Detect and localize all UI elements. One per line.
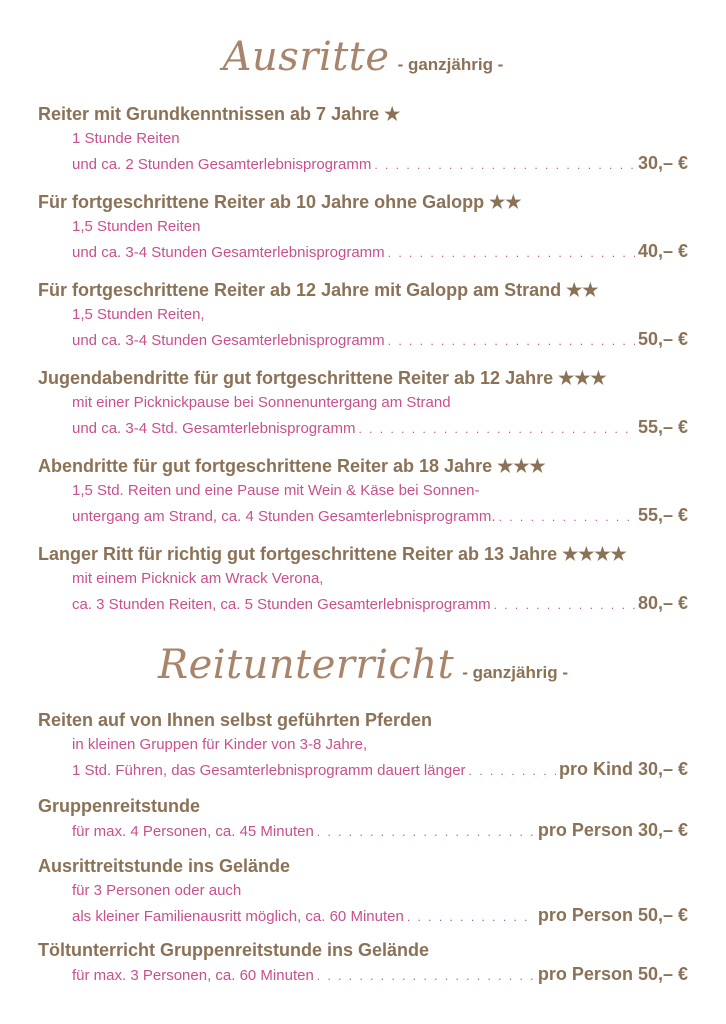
ausritt-item-4 bbox=[38, 366, 688, 442]
ausritt-item-2 bbox=[38, 190, 688, 266]
dot-leader bbox=[374, 153, 635, 178]
item-price-line bbox=[72, 415, 688, 442]
item-description: für max. 3 Personen, ca. 60 Minuten bbox=[72, 967, 314, 984]
item-price-line bbox=[72, 503, 688, 530]
dot-leader bbox=[388, 329, 635, 354]
item-price: 80,– € bbox=[637, 593, 688, 613]
item-description: für 3 Personen oder auch bbox=[72, 882, 242, 899]
dot-leader bbox=[494, 593, 635, 618]
item-price: 30,– € bbox=[637, 153, 688, 173]
item-title: Für fortgeschrittene Reiter ab 12 Jahre mit Galopp am Strand ★★ bbox=[38, 280, 599, 300]
dot-leader bbox=[317, 820, 535, 845]
item-description: mit einer Picknickpause bei Sonnenuntergang am Strand bbox=[72, 394, 451, 411]
item-description: und ca. 3-4 Std. Gesamterlebnisprogramm bbox=[72, 420, 356, 437]
item-title: Für fortgeschrittene Reiter ab 10 Jahre ohne Galopp ★★ bbox=[38, 192, 522, 212]
item-description: 1 Std. Führen, das Gesamterlebnisprogramm dauert länger bbox=[72, 762, 466, 779]
item-description: für max. 4 Personen, ca. 45 Minuten bbox=[72, 823, 314, 840]
item-description: 1,5 Stunden Reiten bbox=[72, 218, 201, 235]
ausritte-heading: Ausritte bbox=[222, 34, 390, 80]
unterricht-item-3 bbox=[38, 854, 688, 930]
item-description: und ca. 3-4 Stunden Gesamterlebnisprogramm bbox=[72, 332, 385, 349]
item-price-line bbox=[72, 757, 688, 784]
ausritt-item-3 bbox=[38, 278, 688, 354]
item-price-line bbox=[72, 591, 688, 618]
item-title: Ausrittreitstunde ins Gelände bbox=[38, 856, 291, 876]
item-title: Jugendabendritte für gut fortgeschrittene Reiter ab 12 Jahre ★★★ bbox=[38, 368, 607, 388]
item-price: pro Person 50,– € bbox=[537, 964, 688, 984]
item-title: Gruppenreitstunde bbox=[38, 796, 201, 816]
dot-leader bbox=[469, 759, 556, 784]
item-description: 1,5 Stunden Reiten, bbox=[72, 306, 205, 323]
dot-leader bbox=[499, 505, 635, 530]
ausritt-item-5 bbox=[38, 454, 688, 530]
item-description: 1,5 Std. Reiten und eine Pause mit Wein & Käse bei Sonnen- bbox=[72, 482, 480, 499]
item-description: und ca. 2 Stunden Gesamterlebnisprogramm bbox=[72, 156, 372, 173]
item-title: Langer Ritt für richtig gut fortgeschrittene Reiter ab 13 Jahre ★★★★ bbox=[38, 544, 627, 564]
item-price-line bbox=[72, 818, 688, 845]
item-price-line bbox=[72, 327, 688, 354]
unterricht-item-4 bbox=[38, 938, 688, 989]
unterricht-item-1 bbox=[38, 708, 688, 784]
dot-leader bbox=[407, 905, 535, 930]
item-price: pro Kind 30,– € bbox=[558, 759, 688, 779]
item-description: als kleiner Familienausritt möglich, ca. 60 Minuten bbox=[72, 908, 404, 925]
item-price: pro Person 50,– € bbox=[537, 905, 688, 925]
item-price: 55,– € bbox=[637, 417, 688, 437]
item-description: und ca. 3-4 Stunden Gesamterlebnisprogramm bbox=[72, 244, 385, 261]
item-title: Abendritte für gut fortgeschrittene Reiter ab 18 Jahre ★★★ bbox=[38, 456, 546, 476]
dot-leader bbox=[317, 964, 535, 989]
item-price-line bbox=[72, 239, 688, 266]
item-description: in kleinen Gruppen für Kinder von 3-8 Jahre, bbox=[72, 736, 368, 753]
item-description: ca. 3 Stunden Reiten, ca. 5 Stunden Gesamterlebnisprogramm bbox=[72, 596, 491, 613]
ausritte-header bbox=[0, 34, 726, 80]
item-price-line bbox=[72, 903, 688, 930]
item-price: 55,– € bbox=[637, 505, 688, 525]
item-price: pro Person 30,– € bbox=[537, 820, 688, 840]
item-price: 50,– € bbox=[637, 329, 688, 349]
item-description: mit einem Picknick am Wrack Verona, bbox=[72, 570, 324, 587]
ausritte-season: - ganzjährig - bbox=[397, 55, 504, 74]
unterricht-item-2 bbox=[38, 794, 688, 845]
reitunterricht-header bbox=[0, 642, 726, 688]
dot-leader bbox=[358, 417, 634, 442]
item-description: untergang am Strand, ca. 4 Stunden Gesamterlebnisprogramm. bbox=[72, 508, 496, 525]
item-price: 40,– € bbox=[637, 241, 688, 261]
ausritt-item-1 bbox=[38, 102, 688, 178]
reitunterricht-heading: Reitunterricht bbox=[158, 642, 455, 688]
dot-leader bbox=[388, 241, 635, 266]
item-title: Reiter mit Grundkenntnissen ab 7 Jahre ★ bbox=[38, 104, 401, 124]
item-price-line bbox=[72, 962, 688, 989]
item-title: Töltunterricht Gruppenreitstunde ins Gelände bbox=[38, 940, 430, 960]
item-price-line bbox=[72, 151, 688, 178]
item-description: 1 Stunde Reiten bbox=[72, 130, 180, 147]
item-title: Reiten auf von Ihnen selbst geführten Pferden bbox=[38, 710, 433, 730]
reitunterricht-season: - ganzjährig - bbox=[462, 663, 568, 682]
ausritt-item-6 bbox=[38, 542, 688, 618]
